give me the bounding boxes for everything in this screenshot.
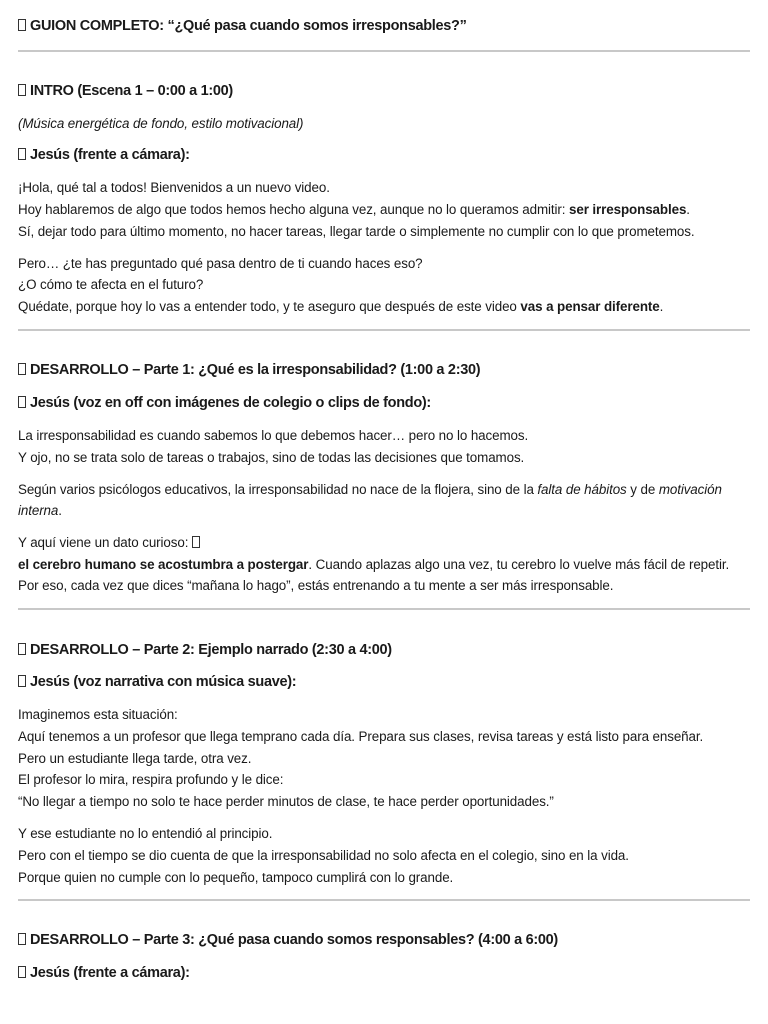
missing-glyph-icon [18,643,26,655]
missing-glyph-icon [18,84,26,96]
intro-line: Quédate, porque hoy lo vas a entender todo, y te aseguro que después de este video vas a pensar diferente. [18,299,664,314]
part1-line: Por eso, cada vez que dices “mañana lo hago”, estás entrenando a tu mente a ser más irresponsable. [18,578,614,593]
intro-line: Sí, dejar todo para último momento, no hacer tareas, llegar tarde o simplemente no cumplir con lo que prometemos. [18,224,695,239]
intro-line: Pero… ¿te has preguntado qué pasa dentro de ti cuando haces eso? [18,256,423,271]
missing-glyph-icon [18,148,26,160]
intro-speaker: Jesús (frente a cámara): [18,147,190,163]
part2-line: Porque quien no cumple con lo pequeño, tampoco cumplirá con lo grande. [18,870,454,885]
intro-line: ¿O cómo te afecta en el futuro? [18,277,204,292]
part2-heading: DESARROLLO – Parte 2: Ejemplo narrado (2:30 a 4:00) [18,642,392,658]
part1-line: Según varios psicólogos educativos, la irresponsabilidad no nace de la flojera, sino de la falta de hábitos y de motivación [18,482,722,497]
intro-line: Hoy hablaremos de algo que todos hemos hecho alguna vez, aunque no lo queramos admitir: ser irresponsables. [18,202,690,217]
part2-line: Aquí tenemos a un profesor que llega temprano cada día. Prepara sus clases, revisa tareas y está listo para enseñar. [18,729,704,744]
missing-glyph-icon [192,536,200,548]
part2-line: “No llegar a tiempo no solo te hace perder minutos de clase, te hace perder oportunidades.” [18,794,554,809]
divider [18,329,750,331]
part3-heading: DESARROLLO – Parte 3: ¿Qué pasa cuando somos responsables? (4:00 a 6:00) [18,932,558,948]
intro-line: ¡Hola, qué tal a todos! Bienvenidos a un nuevo video. [18,180,330,195]
part1-speaker: Jesús (voz en off con imágenes de colegio o clips de fondo): [18,395,431,411]
intro-music-note: (Música energética de fondo, estilo motivacional) [18,116,304,131]
missing-glyph-icon [18,363,26,375]
part2-speaker: Jesús (voz narrativa con música suave): [18,674,296,690]
part1-line: interna. [18,503,62,518]
missing-glyph-icon [18,966,26,978]
document-title: GUION COMPLETO: “¿Qué pasa cuando somos irresponsables?” [18,18,467,34]
part1-line: Y ojo, no se trata solo de tareas o trabajos, sino de todas las decisiones que tomamos. [18,450,525,465]
part2-line: Pero un estudiante llega tarde, otra vez. [18,751,252,766]
divider [18,608,750,610]
part1-line: Y aquí viene un dato curioso: [18,535,204,550]
part1-line: el cerebro humano se acostumbra a postergar. Cuando aplazas algo una vez, tu cerebro lo vuelve más fácil de repetir. [18,557,730,572]
missing-glyph-icon [18,396,26,408]
part2-line: Pero con el tiempo se dio cuenta de que la irresponsabilidad no solo afecta en el colegio, sino en la vida. [18,848,629,863]
part2-line: Imaginemos esta situación: [18,707,178,722]
intro-heading: INTRO (Escena 1 – 0:00 a 1:00) [18,83,233,99]
part3-speaker: Jesús (frente a cámara): [18,965,190,981]
part1-line: La irresponsabilidad es cuando sabemos lo que debemos hacer… pero no lo hacemos. [18,428,529,443]
divider [18,50,750,52]
missing-glyph-icon [18,675,26,687]
divider [18,899,750,901]
part2-line: El profesor lo mira, respira profundo y le dice: [18,772,284,787]
missing-glyph-icon [18,933,26,945]
part1-heading: DESARROLLO – Parte 1: ¿Qué es la irresponsabilidad? (1:00 a 2:30) [18,362,480,378]
part2-line: Y ese estudiante no lo entendió al principio. [18,826,273,841]
missing-glyph-icon [18,19,26,31]
